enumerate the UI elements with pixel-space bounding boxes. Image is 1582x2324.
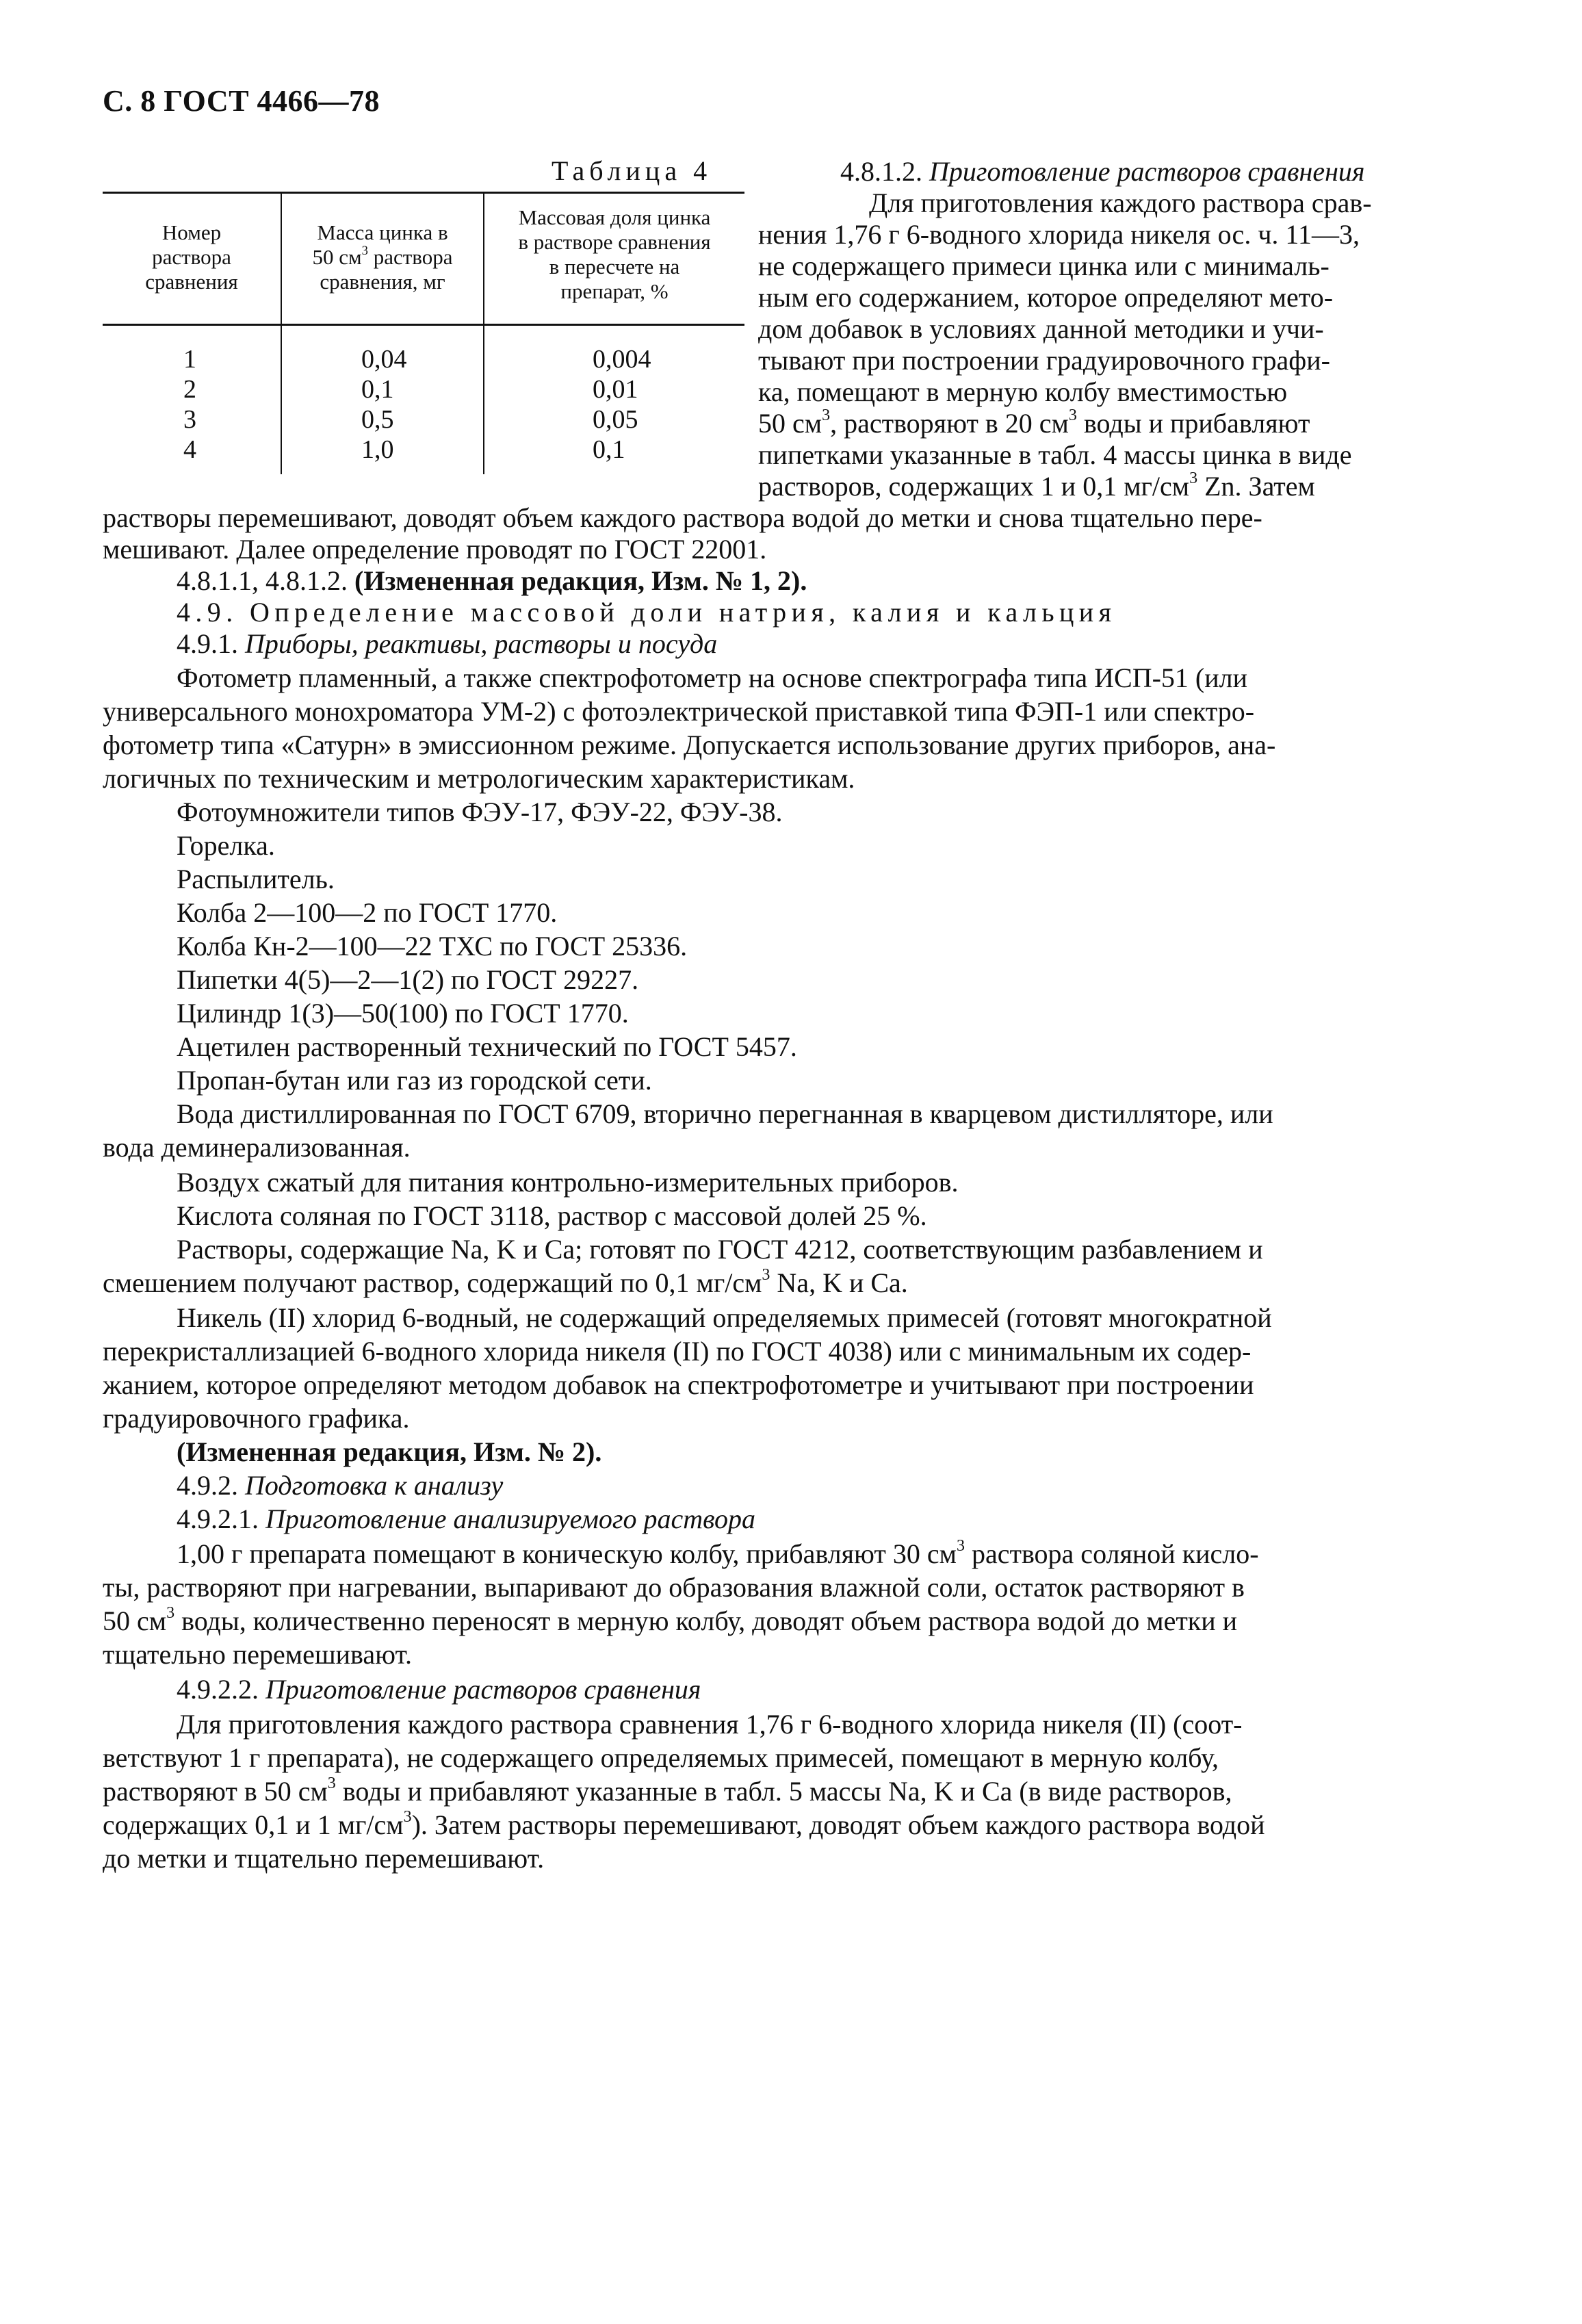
table-header-col2	[282, 220, 483, 294]
table-top-rule	[103, 192, 744, 194]
table-header-col3	[484, 205, 744, 304]
table-header-line: сравнения, мг	[320, 270, 445, 294]
paragraph-line: Воздух сжатый для питания контрольно-измерительных приборов.	[177, 1167, 959, 1198]
amendment-note: (Измененная редакция, Изм. № 2).	[177, 1436, 602, 1467]
paragraph-line: Ацетилен растворенный технический по ГОСТ 5457.	[177, 1031, 797, 1062]
paragraph-line: растворов, содержащих 1 и 0,1 $мг/см^3$ Zn. Затем	[758, 469, 1315, 502]
paragraph-line: Растворы, содержащие Na, K и Ca; готовят по ГОСТ 4212, соответствующим разбавлением и	[177, 1234, 1263, 1265]
paragraph-line: Фотометр пламенный, а также спектрофотометр на основе спектрографа типа ИСП-51 (или	[177, 662, 1248, 693]
paragraph-line: тщательно перемешивают.	[103, 1639, 412, 1670]
paragraph-line: Колба Кн-2—100—22 ТХС по ГОСТ 25336.	[177, 931, 688, 961]
table-header-rule	[103, 324, 744, 326]
table-cell: 0,5	[361, 405, 394, 434]
paragraph-line: не содержащего примеси цинка или с минималь-	[758, 250, 1330, 281]
paragraph-line: ветствуют 1 г препарата), не содержащего определяемых примесей, помещают в мерную колбу,	[103, 1742, 1219, 1773]
table-header-line: Номер	[161, 220, 222, 244]
subsection-heading: 4.9.2. Подготовка к анализу	[177, 1470, 504, 1501]
paragraph-line: Для приготовления каждого раствора срав-	[869, 188, 1372, 218]
paragraph-line: градуировочного графика.	[103, 1403, 410, 1434]
paragraph-line: пипетками указанные в табл. 4 массы цинка в виде	[758, 439, 1352, 470]
paragraph-line: растворы перемешивают, доводят объем каждого раствора водой до метки и снова тщательно пере-	[103, 502, 1262, 533]
paragraph-line: 1,00 г препарата помещают в коническую колбу, прибавляют 30 $см^3$ раствора соляной кисло-	[177, 1537, 1259, 1569]
table-header-line: препарат, %	[560, 279, 669, 303]
paragraph-line: 50 $см^3$, растворяют в 20 $см^3$ воды и прибавляют	[758, 406, 1310, 439]
table-cell: 0,01	[593, 375, 638, 404]
subsection-heading: 4.8.1.2. Приготовление растворов сравнения	[840, 156, 1365, 187]
paragraph-line: универсального монохроматора УМ-2) с фотоэлектрической приставкой типа ФЭП-1 или спектро-	[103, 696, 1255, 727]
table-caption: Таблица 4	[552, 155, 712, 186]
paragraph-line: мешивают. Далее определение проводят по ГОСТ 22001.	[103, 534, 767, 565]
paragraph-line: ты, растворяют при нагревании, выпаривают до образования влажной соли, остаток растворяют в	[103, 1572, 1245, 1603]
table-cell: 0,1	[361, 375, 394, 404]
paragraph-line: вода деминерализованная.	[103, 1132, 411, 1163]
table-header-line: Массовая доля цинка	[518, 205, 711, 229]
paragraph-line: жанием, которое определяют методом добавок на спектрофотометре и учитывают при построении	[103, 1369, 1254, 1400]
paragraph-line: до метки и тщательно перемешивают.	[103, 1843, 545, 1874]
paragraph-line: фотометр типа «Сатурн» в эмиссионном режиме. Допускается использование других приборов, ана-	[103, 730, 1276, 760]
table-cell: 2	[183, 375, 196, 404]
table-cell: 0,1	[593, 435, 625, 464]
subsection-heading: 4.9.1. Приборы, реактивы, растворы и посуда	[177, 628, 718, 659]
table-cell: 0,05	[593, 405, 638, 434]
table-header-col1	[103, 220, 281, 294]
paragraph-line: перекристаллизацией 6-водного хлорида никеля (II) по ГОСТ 4038) или с минимальным их содер-	[103, 1336, 1252, 1367]
section-heading: 4.9. Определение массовой доли натрия, калия и кальция	[177, 597, 1117, 628]
paragraph-line: нения 1,76 г 6-водного хлорида никеля ос. ч. 11—3,	[758, 219, 1360, 250]
table-header-line: сравнения	[145, 270, 238, 294]
page-header: С. 8 ГОСТ 4466—78	[103, 84, 380, 118]
paragraph-line: Цилиндр 1(3)—50(100) по ГОСТ 1770.	[177, 998, 629, 1029]
table-cell: 1	[183, 345, 196, 374]
table-header-line: раствора	[152, 245, 231, 269]
paragraph-line: ка, помещают в мерную колбу вместимостью	[758, 376, 1288, 407]
paragraph-line: 50 $см^3$ воды, количественно переносят в мерную колбу, доводят объем раствора водой до метки и	[103, 1604, 1238, 1636]
table-cell: 0,04	[361, 345, 407, 374]
paragraph-line: логичных по техническим и метрологическим характеристикам.	[103, 763, 855, 794]
paragraph-line: дом добавок в условиях данной методики и учи-	[758, 313, 1324, 344]
paragraph-line: Распылитель.	[177, 864, 335, 894]
paragraph-line: ным его содержанием, которое определяют мето-	[758, 282, 1334, 313]
paragraph-line: содержащих 0,1 и 1 $мг/см^3$). Затем растворы перемешивают, доводят объем каждого раствора водой	[103, 1808, 1265, 1840]
amendment-note: 4.8.1.1, 4.8.1.2. (Измененная редакция, Изм. № 1, 2).	[177, 565, 807, 596]
paragraph-line: Для приготовления каждого раствора сравнения 1,76 г 6-водного хлорида никеля (II) (соот-	[177, 1709, 1243, 1740]
table-header-line: 50 $см^3$ раствора	[312, 244, 453, 269]
table-header-line: в пересчете на	[549, 255, 680, 279]
paragraph-line: смешением получают раствор, содержащий по 0,1 $мг/см^3$ Na, K и Ca.	[103, 1266, 908, 1298]
paragraph-line: растворяют в 50 $см^3$ воды и прибавляют указанные в табл. 5 массы Na, K и Ca (в виде растворов,	[103, 1774, 1232, 1807]
paragraph-line: тывают при построении градуировочного графи-	[758, 345, 1330, 376]
table-header-line: Масса цинка в	[317, 220, 448, 244]
table-header-line: в растворе сравнения	[518, 230, 711, 254]
table-cell: 0,004	[593, 345, 651, 374]
paragraph-line: Вода дистиллированная по ГОСТ 6709, вторично перегнанная в кварцевом дистилляторе, или	[177, 1098, 1273, 1129]
table-cell: 1,0	[361, 435, 394, 464]
paragraph-line: Горелка.	[177, 830, 275, 861]
paragraph-line: Колба 2—100—2 по ГОСТ 1770.	[177, 897, 558, 928]
paragraph-line: Пипетки 4(5)—2—1(2) по ГОСТ 29227.	[177, 964, 639, 995]
paragraph-line: Пропан-бутан или газ из городской сети.	[177, 1065, 652, 1096]
paragraph-line: Никель (II) хлорид 6-водный, не содержащий определяемых примесей (готовят многократной	[177, 1302, 1272, 1333]
table-cell: 4	[183, 435, 196, 464]
table-cell: 3	[183, 405, 196, 434]
paragraph-line: Кислота соляная по ГОСТ 3118, раствор с массовой долей 25 %.	[177, 1200, 927, 1231]
subsection-heading: 4.9.2.1. Приготовление анализируемого раствора	[177, 1503, 756, 1534]
subsection-heading: 4.9.2.2. Приготовление растворов сравнения	[177, 1674, 701, 1705]
paragraph-line: Фотоумножители типов ФЭУ-17, ФЭУ-22, ФЭУ-38.	[177, 797, 783, 827]
